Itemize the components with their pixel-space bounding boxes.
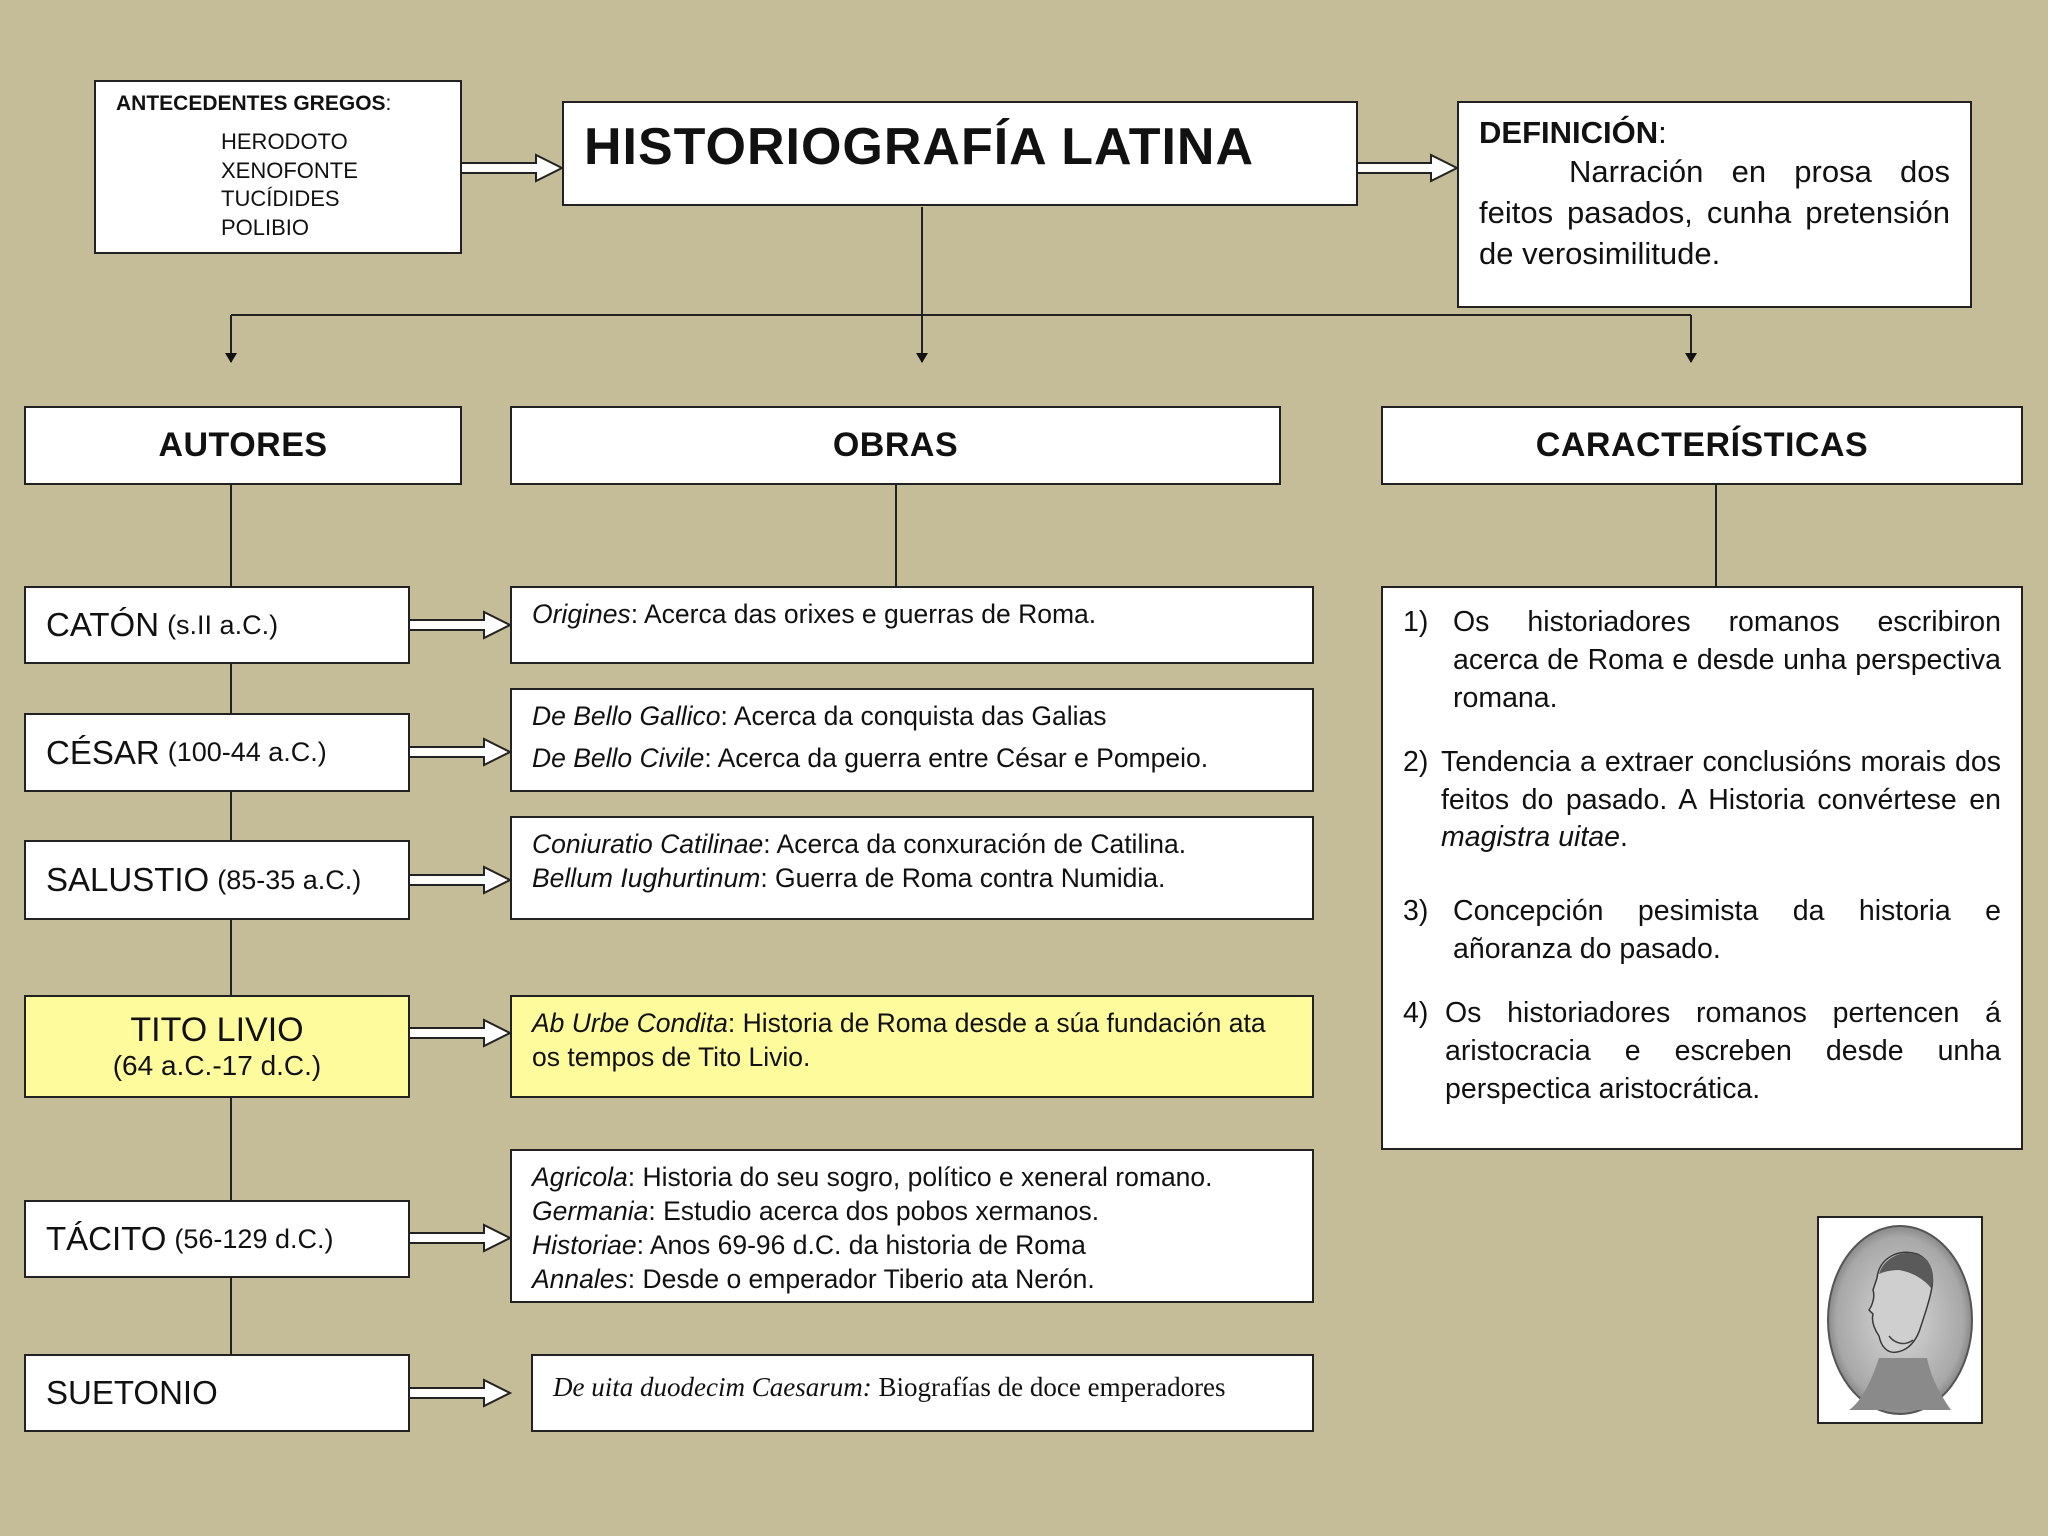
author-name: CÉSAR [46, 733, 160, 771]
caracteristica-item: 4) Os historiadores romanos pertencen á aristocracia e escreben desde unha perspectica aristocrática. [1403, 997, 2001, 1105]
work-line: De uita duodecim Caesarum: Biografías de doce emperadores [553, 1372, 1226, 1402]
author-name: SALUSTIO [46, 861, 210, 898]
antecedente-item: POLIBIO [221, 214, 310, 240]
antecedentes-box [94, 80, 462, 254]
double-arrow-icon [410, 1225, 510, 1251]
caracteristica-item: 1) Os historiadores romanos escribiron acerca de Roma e desde unha perspectiva romana. [1403, 606, 2001, 714]
author-name: CATÓN [46, 606, 160, 643]
author-dates: (56-129 d.C.) [174, 1223, 334, 1254]
work-line: Annales: Desde o emperador Tiberio ata Nerón. [532, 1263, 1095, 1294]
main-title-box [562, 101, 1358, 206]
double-arrow-icon [410, 1020, 510, 1046]
author-name: TITO LIVIO [130, 1010, 304, 1049]
work-line: De Bello Civile: Acerca da guerra entre César e Pompeio. [532, 742, 1209, 773]
header-autores: AUTORES [24, 406, 462, 485]
author-suetonio [24, 1354, 410, 1432]
definicion-text: Narración en prosa dos feitos pasados, cunha pretensión de verosimilitude. [1479, 154, 1950, 272]
work-line: Historiae: Anos 69-96 d.C. da historia de Roma [532, 1229, 1086, 1260]
author-cesar [24, 713, 410, 792]
antecedentes-title: ANTECEDENTES GREGOS: [116, 92, 392, 115]
definicion-title: DEFINICIÓN: [1479, 115, 1667, 150]
work-line: Origines: Acerca das orixes e guerras de Roma. [532, 599, 1097, 629]
definicion-box [1457, 101, 1972, 308]
portrait-frame [1817, 1216, 1983, 1424]
page-title: HISTORIOGRAFÍA LATINA [584, 118, 1255, 176]
work-box-cesar [510, 688, 1314, 792]
antecedente-item: TUCÍDIDES [221, 186, 340, 212]
author-caton [24, 586, 410, 664]
author-salustio [24, 840, 410, 920]
header-caracteristicas: CARACTERÍSTICAS [1381, 406, 2023, 485]
author-dates: (85-35 a.C.) [217, 864, 362, 895]
work-box-suetonio [531, 1354, 1314, 1432]
caracteristicas-box [1381, 586, 2023, 1150]
double-arrow-icon [462, 155, 562, 181]
work-box-tito-livio [510, 995, 1314, 1098]
author-tacito [24, 1200, 410, 1278]
double-arrow-icon [410, 1380, 510, 1406]
double-arrow-icon [410, 867, 510, 893]
antecedente-item: XENOFONTE [221, 157, 358, 183]
header-obras: OBRAS [510, 406, 1281, 485]
author-name: SUETONIO [46, 1374, 218, 1411]
author-dates: (100-44 a.C.) [167, 737, 327, 767]
antecedente-item: HERODOTO [221, 129, 348, 154]
portrait-engraving-icon [1819, 1218, 1981, 1422]
work-box-salustio [510, 816, 1314, 920]
work-line: Bellum Iughurtinum: Guerra de Roma contra Numidia. [532, 862, 1166, 893]
double-arrow-icon [410, 612, 510, 638]
work-line: Coniuratio Catilinae: Acerca da conxuración de Catilina. [532, 829, 1187, 859]
caracteristica-item: 3) Concepción pesimista da historia e añoranza do pasado. [1403, 895, 2001, 966]
work-line: De Bello Gallico: Acerca da conquista das Galias [532, 701, 1107, 731]
author-name: TÁCITO [46, 1220, 167, 1257]
antecedentes-list [221, 128, 460, 242]
double-arrow-icon [410, 739, 510, 765]
double-arrow-icon [1358, 155, 1457, 181]
author-dates: (64 a.C.-17 d.C.) [112, 1049, 322, 1081]
author-dates: (s.II a.C.) [167, 609, 279, 640]
caracteristica-item: 2) Tendencia a extraer conclusións morais dos feitos do pasado. A Historia convértese en magistra uitae. [1403, 745, 2001, 854]
author-tito-livio [24, 995, 410, 1098]
work-line: Agricola: Historia do seu sogro, político e xeneral romano. [532, 1162, 1213, 1192]
work-line: Germania: Estudio acerca dos pobos xermanos. [532, 1195, 1100, 1226]
work-line: Ab Urbe Condita: Historia de Roma desde a súa fundación ata os tempos de Tito Livio. [532, 1008, 1266, 1072]
work-box-caton [510, 586, 1314, 664]
work-box-tacito [510, 1149, 1314, 1303]
